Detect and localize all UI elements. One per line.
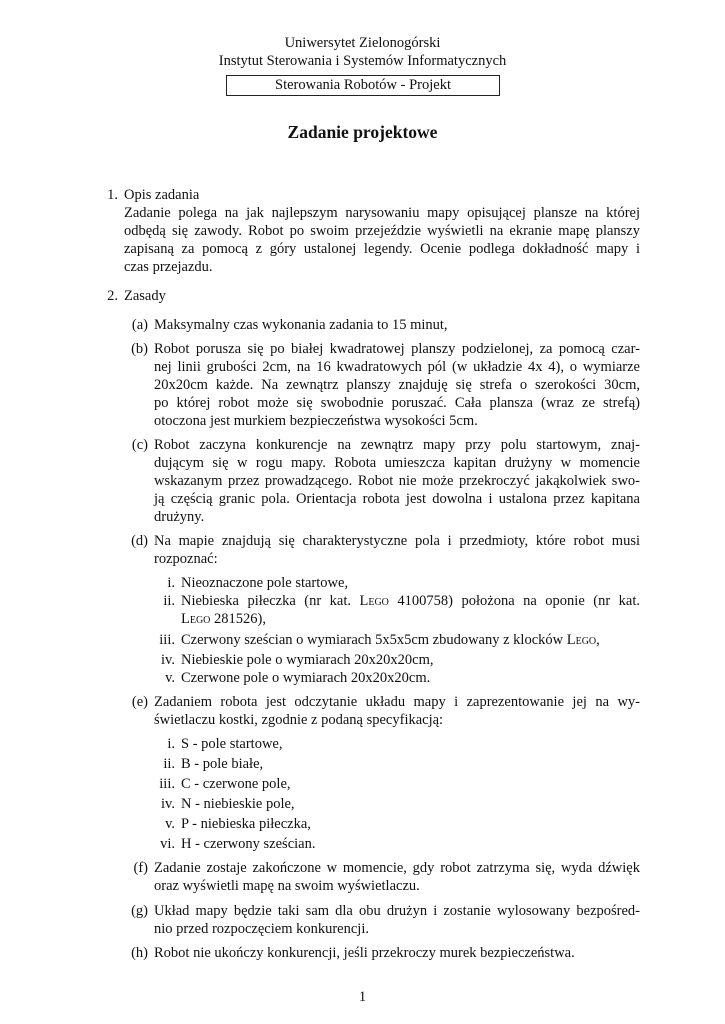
course-name: Sterowania Robotów - Projekt [275,77,451,93]
item-line: Zadaniem robota jest odczytanie układu mapy i zaprezentowanie jej na wy- [154,694,640,710]
paragraph-line: odbędą się zawody. Robot po swoim przejeździe wyświetli na ekranie mapę planszy [124,223,640,239]
item-line: 20x20cm każde. Na zewnątrz planszy znajduję się strefa o szerokości 30cm, [154,377,640,393]
item-line: Maksymalny czas wykonania zadania to 15 minut, [154,317,448,333]
item-line: Zadanie zostaje zakończone w momencie, gdy robot zatrzyma się, wyda dźwięk [154,860,640,876]
subitem-label: v. [165,670,175,686]
item-label: (a) [131,317,148,333]
subitem-text: Niebieskie pole o wymiarach 20x20x20cm, [181,652,434,668]
item-line: świetlaczu kostki, zgodnie z podaną specyfikacją: [154,712,444,728]
item-line: wskazanym przez prowadzącego. Robot nie może przekroczyć jakąkolwiek swo- [154,473,640,489]
document-title: Zadanie projektowe [287,122,438,142]
item-line: drużyny. [154,509,205,525]
course-box [226,75,500,96]
item-line: Robot porusza się po białej kwadratowej planszy podzielonej, za pomocą czar- [154,341,640,357]
page-number: 1 [358,989,367,1005]
subitem-text: P - niebieska piłeczka, [181,816,311,832]
subitem-text: Nieoznaczone pole startowe, [181,575,349,591]
item-line: dującym się w rogu mapy. Robota umieszcza kapitan drużyny w momencie [154,455,640,471]
section-number: 1. [107,187,118,203]
lego-brand: Lego [359,593,389,609]
subitem-text: S - pole startowe, [181,736,283,752]
subitem-label: ii. [163,593,175,609]
institute-name: Instytut Sterowania i Systemów Informatycznych [218,53,507,69]
subitem-label: v. [165,816,175,832]
subitem-label: iv. [161,796,175,812]
subitem-text [181,611,266,629]
item-label: (e) [131,694,148,710]
subitem-label: i. [167,736,175,752]
item-line: Robot nie ukończy konkurencji, jeśli przekroczy murek bezpieczeństwa. [154,945,575,961]
subitem-text [181,593,640,611]
subitem-text: C - czerwone pole, [181,776,291,792]
subitem-text [181,632,600,650]
item-line: Układ mapy będzie taki sam dla obu drużyn i zostanie wylosowany bezpośred- [154,903,640,919]
subitem-label: iii. [159,632,175,648]
item-line: Robot zaczyna konkurencje na zewnątrz mapy przy polu startowym, znaj- [154,437,640,453]
subitem-label: ii. [163,756,175,772]
paragraph-line: czas przejazdu. [124,259,213,275]
subitem-text: B - pole białe, [181,756,264,772]
section-heading: Zasady [124,288,166,304]
subitem-text-part: Niebieska piłeczka (nr kat. [181,593,351,609]
subitem-label: iii. [159,776,175,792]
item-line: nej linii grubości 2cm, na 16 kwadratowych pól (w układzie 4x 4), o wymiarze [154,359,640,375]
lego-brand: Lego [566,632,597,648]
paragraph-line: Zadanie polega na jak najlepszym narysowaniu mapy opisującej plansze na której [124,205,640,221]
item-label: (d) [131,533,148,549]
item-line: po której robot może się swobodnie poruszać. Cała plansza (wraz ze strefą) [154,395,640,411]
item-label: (b) [131,341,148,357]
item-line: otoczona jest murkiem bezpieczeństwa wysokości 5cm. [154,413,478,429]
subitem-text-part: 4100758) położona na oponie (nr kat. [397,593,641,609]
item-line: Na mapie znajdują się charakterystyczne pola i przedmioty, które robot musi [154,533,640,549]
subitem-text-part: 281526), [214,611,267,627]
university-name: Uniwersytet Zielonogórski [284,35,441,51]
item-label: (g) [131,903,148,919]
item-line: ją częścią granic pola. Orientacja robota jest dowolna i ustalona przez kapitana [154,491,640,507]
item-line: rozpoznać: [154,551,218,567]
lego-brand: Lego [181,611,211,627]
subitem-label: iv. [161,652,175,668]
subitem-label: vi. [160,836,175,852]
subitem-text-part: Czerwony sześcian o wymiarach 5x5x5cm zbudowany z klocków [181,632,564,648]
subitem-text: H - czerwony sześcian. [181,836,316,852]
subitem-text: N - niebieskie pole, [181,796,295,812]
subitem-text-part: , [596,632,600,648]
subitem-text: Czerwone pole o wymiarach 20x20x20cm. [181,670,431,686]
item-line: nio przed rozpoczęciem konkurencji. [154,921,369,937]
section-heading: Opis zadania [124,187,200,203]
item-label: (f) [133,860,148,876]
section-number: 2. [107,288,118,304]
paragraph-line: zapisaną za pomocą z góry ustalonej legendy. Ocenie podlega dokładność mapy i [124,241,640,257]
item-line: oraz wyświetli mapę na swoim wyświetlaczu. [154,878,420,894]
item-label: (c) [131,437,148,453]
item-label: (h) [131,945,148,961]
subitem-label: i. [167,575,175,591]
